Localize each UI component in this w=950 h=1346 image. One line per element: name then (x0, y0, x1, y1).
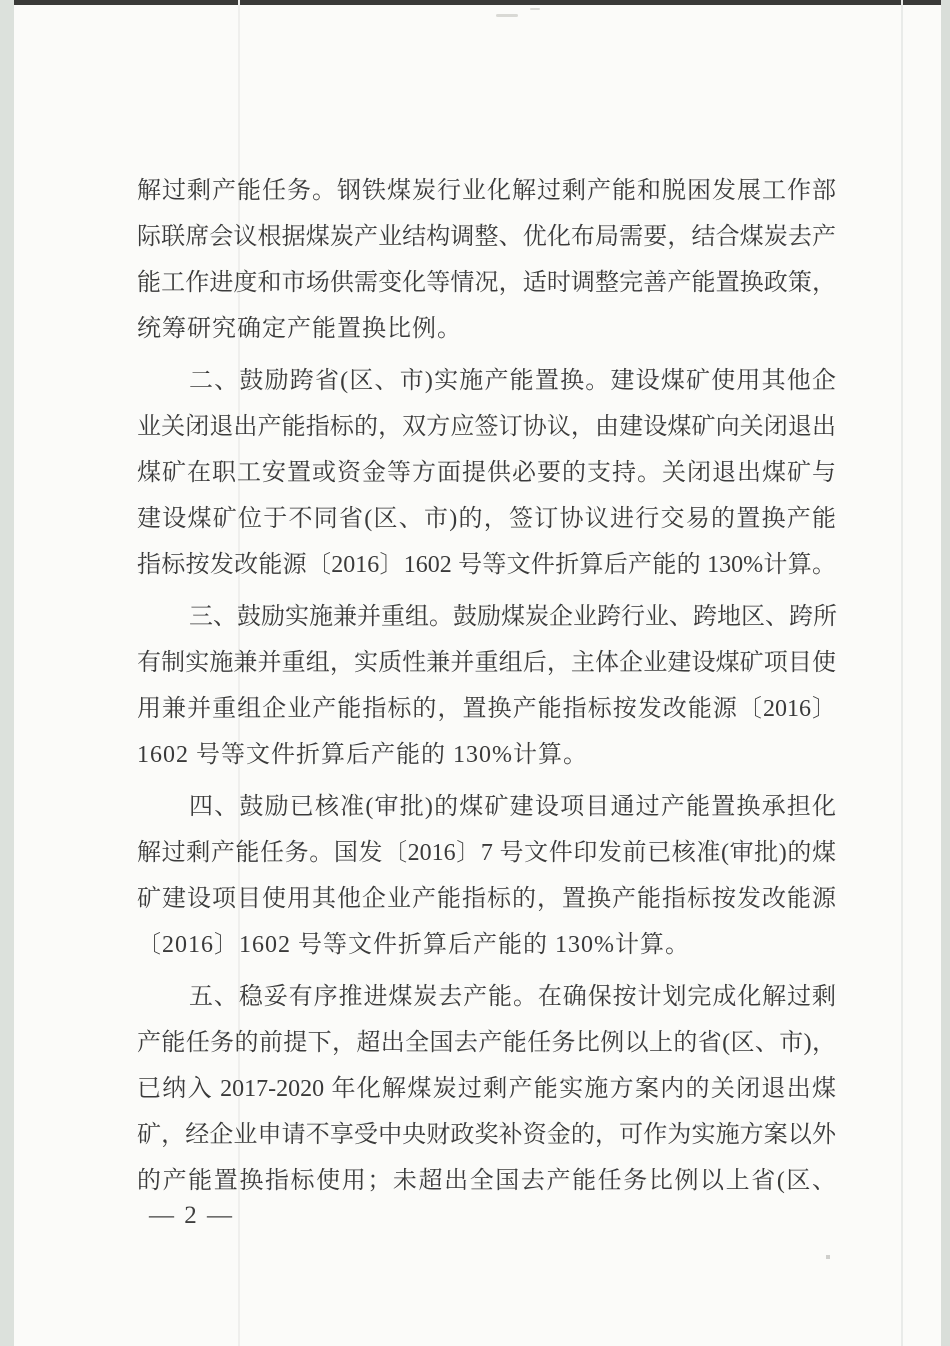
text-line: 有制实施兼并重组，实质性兼并重组后，主体企业建设煤矿项目使 (137, 650, 836, 676)
scan-artifact (496, 14, 518, 17)
paragraph-item-5 (137, 974, 836, 1204)
text-line: 矿，经企业申请不享受中央财政奖补资金的，可作为实施方案以外 (137, 1122, 836, 1148)
scan-edge-right (941, 0, 950, 1346)
page-number: — 2 — (149, 1202, 234, 1229)
text-line: 四、鼓励已核准(审批)的煤矿建设项目通过产能置换承担化 (189, 794, 836, 820)
scan-artifact (530, 8, 540, 10)
paragraph-item-3 (137, 594, 836, 778)
text-line: 五、稳妥有序推进煤炭去产能。在确保按计划完成化解过剩 (189, 984, 836, 1010)
document-body (137, 168, 836, 1204)
scan-artifact (826, 1255, 830, 1259)
text-line: 际联席会议根据煤炭产业结构调整、优化布局需要，结合煤炭去产 (137, 224, 836, 250)
text-line: 已纳入 2017-2020 年化解煤炭过剩产能实施方案内的关闭退出煤 (137, 1076, 836, 1102)
text-line: 矿建设项目使用其他企业产能指标的，置换产能指标按发改能源 (137, 886, 836, 912)
text-line: 三、鼓励实施兼并重组。鼓励煤炭企业跨行业、跨地区、跨所 (189, 604, 837, 630)
text-line: 用兼并重组企业产能指标的，置换产能指标按发改能源〔2016〕 (137, 696, 836, 722)
paragraph-item-4 (137, 784, 836, 968)
scan-edge-top (12, 0, 943, 5)
text-line: 1602 号等文件折算后产能的 130%计算。 (137, 742, 588, 768)
text-line: 解过剩产能任务。钢铁煤炭行业化解过剩产能和脱困发展工作部 (137, 178, 836, 204)
paragraph-item-2 (137, 358, 836, 588)
text-line: 解过剩产能任务。国发〔2016〕7 号文件印发前已核准(审批)的煤 (137, 840, 836, 866)
paragraph-continuation (137, 168, 836, 352)
text-line: 统筹研究确定产能置换比例。 (137, 316, 462, 342)
scan-edge-left (0, 0, 14, 1346)
text-line: 建设煤矿位于不同省(区、市)的，签订协议进行交易的置换产能 (137, 506, 836, 532)
text-line: 〔2016〕1602 号等文件折算后产能的 130%计算。 (137, 932, 690, 958)
scan-crease-line (901, 0, 903, 1346)
text-line: 产能任务的前提下，超出全国去产能任务比例以上的省(区、市)， (137, 1030, 836, 1056)
text-line: 煤矿在职工安置或资金等方面提供必要的支持。关闭退出煤矿与 (137, 460, 836, 486)
text-line: 指标按发改能源〔2016〕1602 号等文件折算后产能的 130%计算。 (137, 552, 836, 578)
text-line: 二、鼓励跨省(区、市)实施产能置换。建设煤矿使用其他企 (189, 368, 836, 394)
text-line: 能工作进度和市场供需变化等情况，适时调整完善产能置换政策， (137, 270, 836, 296)
text-line: 业关闭退出产能指标的，双方应签订协议，由建设煤矿向关闭退出 (137, 414, 836, 440)
text-line: 的产能置换指标使用；未超出全国去产能任务比例以上省(区、 (137, 1168, 836, 1194)
